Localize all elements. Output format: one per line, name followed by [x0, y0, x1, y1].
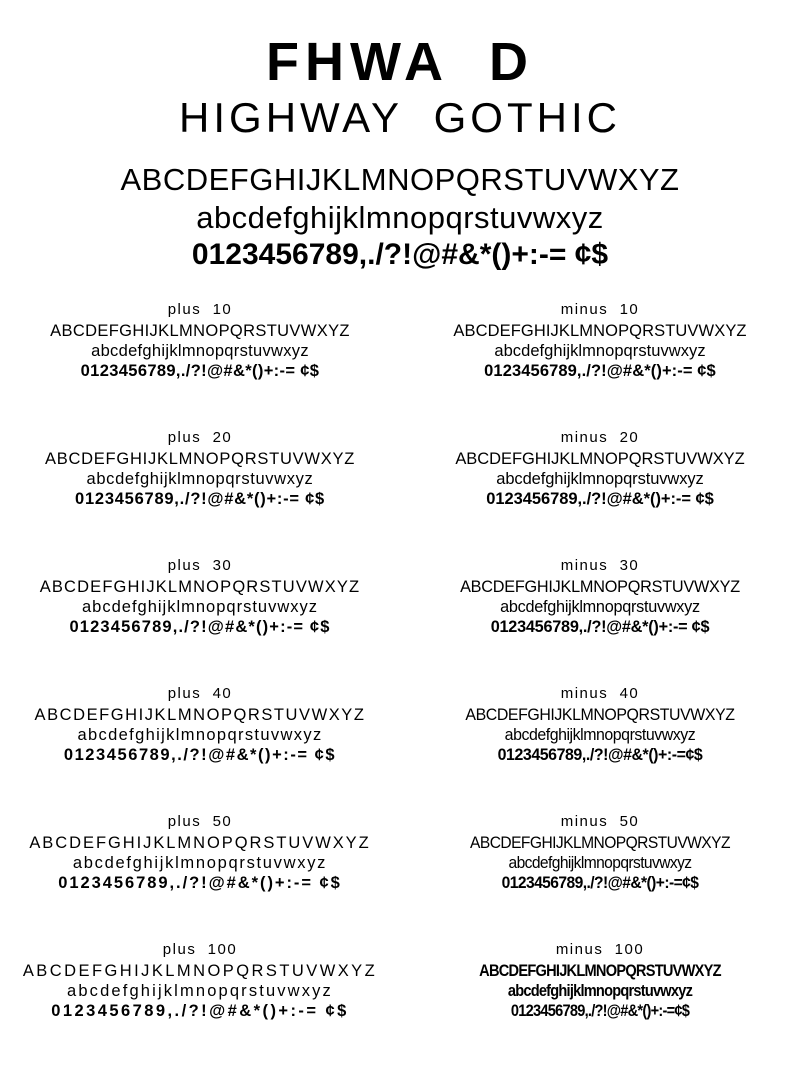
variant-uppercase: ABCDEFGHIJKLMNOPQRSTUVWXYZ	[50, 322, 350, 341]
variant-lowercase: abcdefghijklmnopqrstuvwxyz	[72, 854, 328, 873]
variant-uppercase: ABCDEFGHIJKLMNOPQRSTUVWXYZ	[470, 834, 730, 853]
variant-label: minus 30	[560, 557, 640, 575]
variant-numerals: 0123456789,./?!@#&*()+:-= ¢$	[58, 874, 342, 893]
hero-uppercase: ABCDEFGHIJKLMNOPQRSTUVWXYZ	[120, 161, 680, 197]
variant-numerals: 0123456789,./?!@#&*()+:-= ¢$	[51, 1002, 349, 1021]
variant-label: plus 30	[167, 557, 233, 575]
variant-lowercase: abcdefghijklmnopqrstuvwxyz	[508, 854, 692, 873]
variant-lowercase: abcdefghijklmnopqrstuvwxyz	[81, 598, 318, 617]
variant-block-plus-40	[0, 671, 400, 799]
hero-specimen	[0, 161, 800, 273]
variant-label: plus 40	[167, 685, 233, 703]
variant-block-minus-50	[400, 799, 800, 927]
variant-block-plus-100	[0, 927, 400, 1055]
variant-lowercase: abcdefghijklmnopqrstuvwxyz	[494, 342, 706, 361]
variant-block-minus-40	[400, 671, 800, 799]
variant-numerals: 0123456789,./?!@#&*()+:-=¢$	[510, 1002, 690, 1021]
variant-block-minus-20	[400, 415, 800, 543]
variant-numerals: 0123456789,./?!@#&*()+:-= ¢$	[486, 490, 714, 509]
variant-lowercase: abcdefghijklmnopqrstuvwxyz	[86, 470, 314, 489]
variant-uppercase: ABCDEFGHIJKLMNOPQRSTUVWXYZ	[34, 706, 366, 725]
variant-label: minus 50	[560, 813, 640, 831]
variant-grid	[0, 287, 800, 1055]
variant-label: minus 40	[560, 685, 640, 703]
variant-lowercase: abcdefghijklmnopqrstuvwxyz	[507, 982, 693, 1001]
variant-uppercase: ABCDEFGHIJKLMNOPQRSTUVWXYZ	[44, 450, 356, 469]
variant-numerals: 0123456789,./?!@#&*()+:-= ¢$	[69, 618, 331, 637]
variant-block-plus-10	[0, 287, 400, 415]
variant-label: minus 20	[560, 429, 640, 447]
variant-block-plus-50	[0, 799, 400, 927]
variant-numerals: 0123456789,./?!@#&*()+:-= ¢$	[63, 746, 337, 765]
variant-block-minus-10	[400, 287, 800, 415]
page-title: FHWA D	[266, 32, 534, 92]
variant-uppercase: ABCDEFGHIJKLMNOPQRSTUVWXYZ	[453, 322, 747, 341]
variant-label: plus 50	[167, 813, 233, 831]
variant-label: plus 100	[162, 941, 238, 959]
variant-lowercase: abcdefghijklmnopqrstuvwxyz	[91, 342, 309, 361]
variant-lowercase: abcdefghijklmnopqrstuvwxyz	[496, 470, 704, 489]
variant-lowercase: abcdefghijklmnopqrstuvwxyz	[504, 726, 696, 745]
variant-block-plus-20	[0, 415, 400, 543]
variant-block-plus-30	[0, 543, 400, 671]
variant-numerals: 0123456789,./?!@#&*()+:-=¢$	[501, 874, 699, 893]
variant-lowercase: abcdefghijklmnopqrstuvwxyz	[77, 726, 323, 745]
variant-numerals: 0123456789,./?!@#&*()+:-= ¢$	[490, 618, 710, 637]
variant-uppercase: ABCDEFGHIJKLMNOPQRSTUVWXYZ	[455, 450, 745, 469]
page-subtitle: HIGHWAY GOTHIC	[179, 93, 621, 141]
variant-uppercase: ABCDEFGHIJKLMNOPQRSTUVWXYZ	[22, 962, 378, 981]
masthead	[0, 0, 800, 141]
variant-label: minus 10	[560, 301, 640, 319]
variant-label: plus 10	[167, 301, 233, 319]
variant-uppercase: ABCDEFGHIJKLMNOPQRSTUVWXYZ	[39, 578, 361, 597]
variant-lowercase: abcdefghijklmnopqrstuvwxyz	[67, 982, 333, 1001]
variant-uppercase: ABCDEFGHIJKLMNOPQRSTUVWXYZ	[29, 834, 371, 853]
variant-uppercase: ABCDEFGHIJKLMNOPQRSTUVWXYZ	[479, 962, 721, 981]
hero-lowercase: abcdefghijklmnopqrstuvwxyz	[196, 199, 604, 235]
variant-block-minus-100	[400, 927, 800, 1055]
hero-numerals: 0123456789,./?!@#&*()+:-= ¢$	[191, 237, 609, 271]
variant-label: plus 20	[167, 429, 233, 447]
variant-uppercase: ABCDEFGHIJKLMNOPQRSTUVWXYZ	[465, 706, 735, 725]
variant-lowercase: abcdefghijklmnopqrstuvwxyz	[500, 598, 700, 617]
variant-label: minus 100	[555, 941, 645, 959]
variant-numerals: 0123456789,./?!@#&*()+:-=¢$	[497, 746, 703, 765]
variant-numerals: 0123456789,./?!@#&*()+:-= ¢$	[75, 490, 325, 509]
variant-numerals: 0123456789,./?!@#&*()+:-= ¢$	[484, 362, 716, 381]
variant-uppercase: ABCDEFGHIJKLMNOPQRSTUVWXYZ	[460, 578, 740, 597]
variant-numerals: 0123456789,./?!@#&*()+:-= ¢$	[80, 362, 320, 381]
variant-block-minus-30	[400, 543, 800, 671]
